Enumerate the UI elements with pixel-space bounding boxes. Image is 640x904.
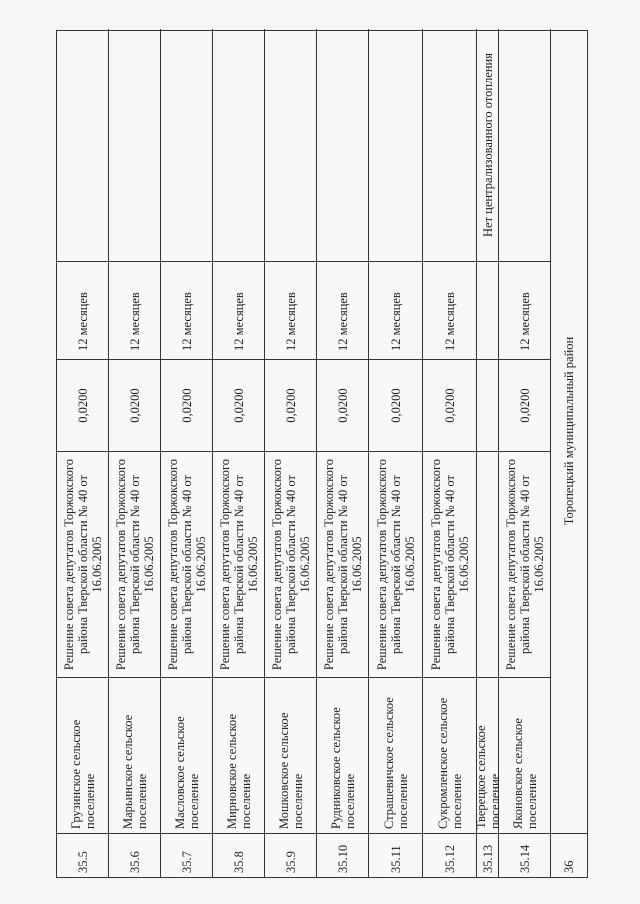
document-reference: Решение совета депутатов Торжокского района Тверской области № 40 от 16.06.2005 [369,451,422,677]
norm-value: 0,0200 [423,359,476,451]
row-note [109,29,160,261]
norm-value: 0,0200 [109,359,160,451]
tariff-table [56,30,588,878]
table-row [473,29,502,877]
heating-period: 12 месяцев [423,261,476,359]
norm-value: 0,0200 [57,359,108,451]
table-row [161,29,213,877]
settlement-name: Масловское сельское поселение [161,677,212,833]
norm-value: 0,0200 [265,359,316,451]
settlement-name: Марьинское сельское поселение [109,677,160,833]
document-reference: Решение совета депутатов Торжокского района Тверской области № 40 от 16.06.2005 [213,451,264,677]
document-reference: Решение совета депутатов Торжокского района Тверской области № 40 от 16.06.2005 [423,451,476,677]
row-number: 35.12 [423,833,476,877]
row-number: 35.7 [161,833,212,877]
district-title: Торопецкий муниципальный район [562,336,576,526]
table-row [499,29,551,877]
row-number: 36 [551,833,587,877]
heating-period: 12 месяцев [109,261,160,359]
row-note [213,29,264,261]
heating-period [477,261,498,359]
row-number: 35.9 [265,833,316,877]
table-row [265,29,317,877]
row-number: 35.13 [477,833,498,877]
document-reference: Решение совета депутатов Торжокского района Тверской области № 40 от 16.06.2005 [161,451,212,677]
norm-value: 0,0200 [161,359,212,451]
table-row [423,29,477,877]
document-reference: Решение совета депутатов Торжокского района Тверской области № 40 от 16.06.2005 [317,451,368,677]
document-reference: Решение совета депутатов Торжокского района Тверской области № 40 от 16.06.2005 [57,451,108,677]
table-row [317,29,369,877]
row-note [499,29,550,261]
norm-value: 0,0200 [499,359,550,451]
norm-value: 0,0200 [317,359,368,451]
table-row [109,29,161,877]
heating-period: 12 месяцев [161,261,212,359]
row-number: 35.11 [369,833,422,877]
heating-period: 12 месяцев [265,261,316,359]
settlement-name: Рудниковское сельское поселение [317,677,368,833]
row-note [265,29,316,261]
norm-value [477,359,498,451]
row-number: 35.6 [109,833,160,877]
heating-period: 12 месяцев [317,261,368,359]
settlement-name: Грузинское сельское поселение [57,677,108,833]
document-reference: Решение совета депутатов Торжокского района Тверской области № 40 от 16.06.2005 [265,451,316,677]
document-reference [477,451,498,677]
rotated-table-wrapper [56,30,588,878]
heating-period: 12 месяцев [499,261,550,359]
settlement-name: Мирновское сельское поселение [213,677,264,833]
row-number: 35.14 [499,833,550,877]
heating-period: 12 месяцев [369,261,422,359]
document-reference: Решение совета депутатов Торжокского района Тверской области № 40 от 16.06.2005 [499,451,550,677]
row-number: 35.8 [213,833,264,877]
heating-period: 12 месяцев [57,261,108,359]
settlement-name: Страшевичское сельское поселение [369,677,422,833]
settlement-name: Тверецкое сельское поселение [477,677,498,833]
norm-value: 0,0200 [213,359,264,451]
norm-value: 0,0200 [369,359,422,451]
settlement-name: Яконовское сельское поселение [499,677,550,833]
row-note [57,29,108,261]
row-note [161,29,212,261]
document-reference: Решение совета депутатов Торжокского района Тверской области № 40 от 16.06.2005 [109,451,160,677]
table-row [57,29,109,877]
row-number: 35.10 [317,833,368,877]
district-header-row [551,29,587,877]
row-note [369,29,422,261]
row-note [317,29,368,261]
table-row [213,29,265,877]
table-row [369,29,423,877]
row-note [423,29,476,261]
settlement-name: Сукромленское сельское поселение [423,677,476,833]
row-note: Нет централизованного отопления [480,53,495,237]
heating-period: 12 месяцев [213,261,264,359]
settlement-name: Мошковское сельское поселение [265,677,316,833]
row-number: 35.5 [57,833,108,877]
